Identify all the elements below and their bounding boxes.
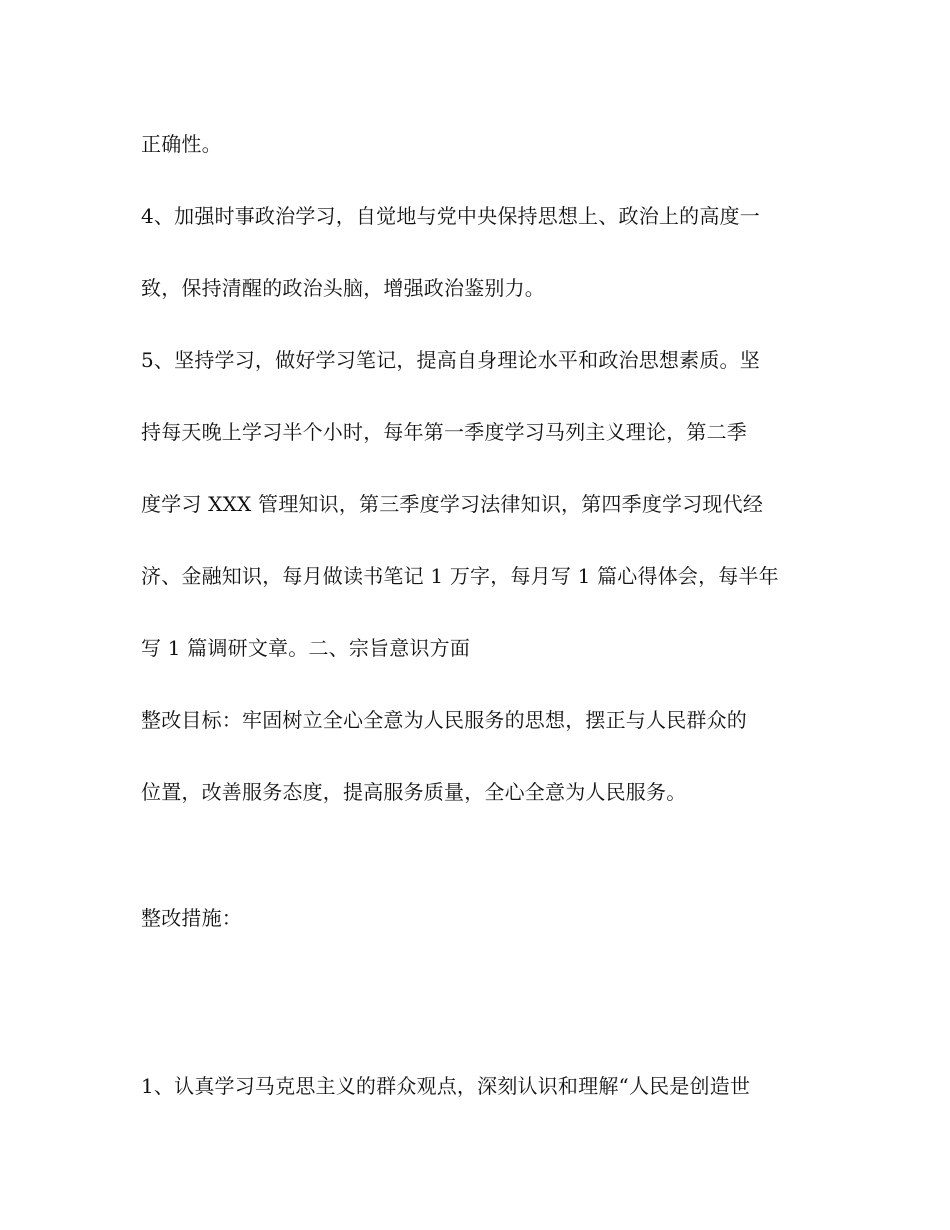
text-line: 4、加强时事政治学习，自觉地与党中央保持思想上、政治上的高度一 <box>141 204 760 228</box>
rectification-goal-line: 整改目标：牢固树立全心全意为人民服务的思想，摆正与人民群众的 <box>141 708 747 732</box>
text-line: 致，保持清醒的政治头脑，增强政治鉴别力。 <box>141 276 545 300</box>
text-line: 位置，改善服务态度，提高服务质量，全心全意为人民服务。 <box>141 780 687 804</box>
text-line: 持每天晚上学习半个小时，每年第一季度学习马列主义理论，第二季 <box>141 420 747 444</box>
text-line: 度学习 XXX 管理知识，第三季度学习法律知识，第四季度学习现代经 <box>141 492 764 516</box>
rectification-measures-heading: 整改措施： <box>141 906 242 930</box>
text-line: 5、坚持学习，做好学习笔记，提高自身理论水平和政治思想素质。坚 <box>141 348 760 372</box>
text-line: 济、金融知识，每月做读书笔记 1 万字，每月写 1 篇心得体会，每半年 <box>141 564 779 588</box>
section-heading-line: 写 1 篇调研文章。二、宗旨意识方面 <box>141 636 471 660</box>
text-line: 正确性。 <box>141 132 222 156</box>
text-line: 1、认真学习马克思主义的群众观点，深刻认识和理解“人民是创造世 <box>141 1074 751 1098</box>
